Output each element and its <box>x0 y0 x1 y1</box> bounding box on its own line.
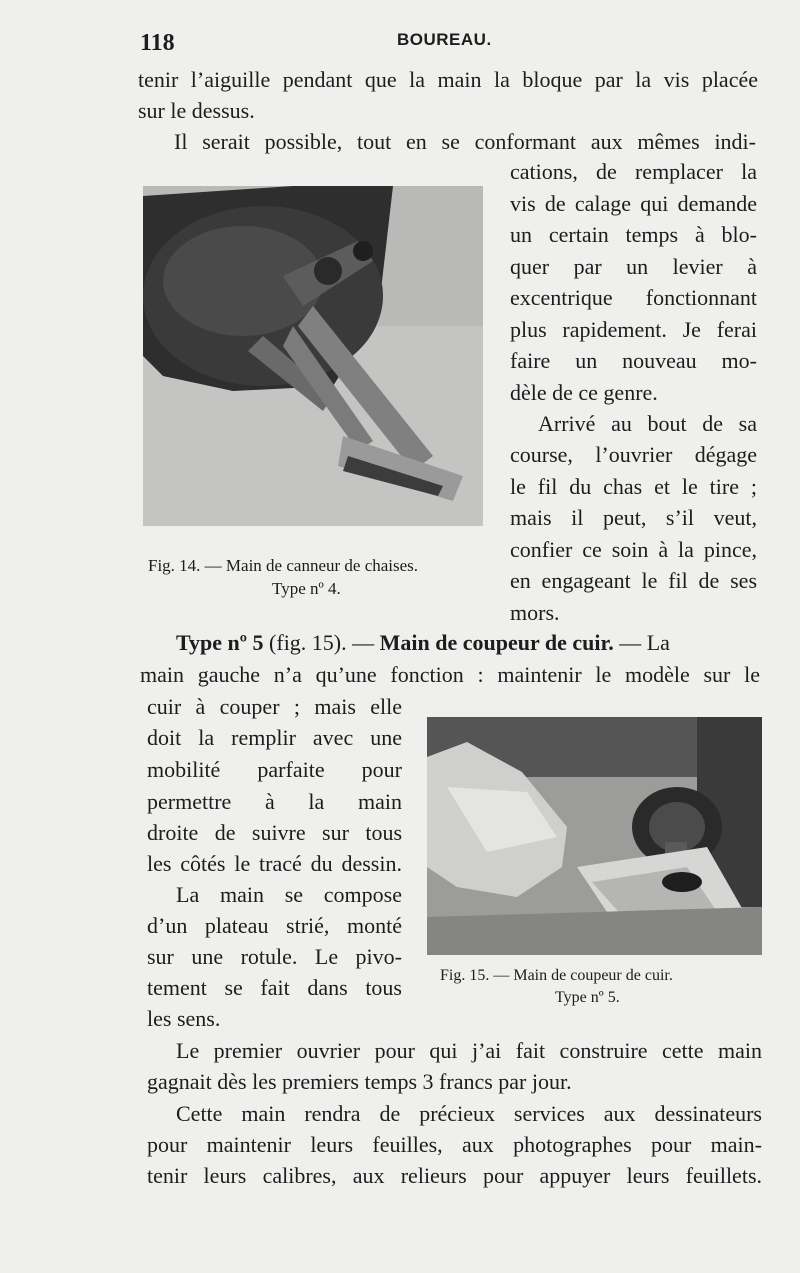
text-line: Arrivé au bout de sa <box>538 411 757 436</box>
text-line: doit la remplir avec une <box>147 725 402 750</box>
text-line: excentrique fonctionnant <box>510 285 757 310</box>
text-line: vis de calage qui demande <box>510 191 757 216</box>
section-title: Main de coupeur de cuir. <box>379 630 614 655</box>
text-line: La main se compose <box>176 882 402 907</box>
text-line: cuir à couper ; mais elle <box>147 694 402 719</box>
section-type-label: Type nº 5 <box>176 630 264 655</box>
text-line: tenir l’aiguille pendant que la main la bloque par la vis placée <box>138 67 758 92</box>
text-line: un certain temps à blo- <box>510 222 757 247</box>
section-heading-line <box>176 628 670 658</box>
text-line: Cette main rendra de précieux services aux dessinateurs <box>176 1101 762 1126</box>
section-fig-ref: (fig. 15). — <box>263 630 380 655</box>
figure-15-caption-line2: Type nº 5. <box>555 989 620 1006</box>
text-line: sur le dessus. <box>138 98 255 123</box>
section-dash: — <box>613 630 647 655</box>
text-line: Il serait possible, tout en se conformant aux mêmes indi- <box>174 129 756 154</box>
figure-14-caption-line2: Type nº 4. <box>272 579 341 598</box>
text-line: tenir leurs calibres, aux relieurs pour appuyer leurs feuillets. <box>147 1163 762 1188</box>
text-line: Le premier ouvrier pour qui j’ai fait construire cette main <box>176 1038 762 1063</box>
figure-15-caption-line1: Fig. 15. — Main de coupeur de cuir. <box>440 967 673 984</box>
text-line: les côtés le tracé du dessin. <box>147 851 402 876</box>
text-line: permettre à la main <box>147 789 402 814</box>
text-line: course, l’ouvrier dégage <box>510 442 757 467</box>
text-line: les sens. <box>147 1006 221 1031</box>
text-line: La <box>646 630 670 655</box>
text-line: cations, de remplacer la <box>510 159 757 184</box>
page-number: 118 <box>140 30 175 56</box>
text-line: dèle de ce genre. <box>510 380 658 405</box>
text-line: mais il peut, s’il veut, <box>510 505 757 530</box>
figure-15-photo <box>427 717 762 955</box>
text-line: en engageant le fil de ses <box>510 568 757 593</box>
text-line: le fil du chas et le tire ; <box>510 474 757 499</box>
text-line: mobilité parfaite pour <box>147 757 402 782</box>
text-line: tement se fait dans tous <box>147 975 402 1000</box>
text-line: quer par un levier à <box>510 254 757 279</box>
text-line: mors. <box>510 600 560 625</box>
running-title: BOUREAU. <box>397 30 492 49</box>
text-line: plus rapidement. Je ferai <box>510 317 757 342</box>
text-line: pour maintenir leurs feuilles, aux photographes pour main- <box>147 1132 762 1157</box>
text-line: gagnait dès les premiers temps 3 francs par jour. <box>147 1069 572 1094</box>
text-line: confier ce soin à la pince, <box>510 537 757 562</box>
text-line: main gauche n’a qu’une fonction : maintenir le modèle sur le <box>140 662 760 687</box>
text-line: faire un nouveau mo- <box>510 348 757 373</box>
text-line: sur une rotule. Le pivo- <box>147 944 402 969</box>
text-line: d’un plateau strié, monté <box>147 913 402 938</box>
text-line: droite de suivre sur tous <box>147 820 402 845</box>
figure-14-photo <box>143 186 483 526</box>
figure-14-caption-line1: Fig. 14. — Main de canneur de chaises. <box>148 556 419 575</box>
